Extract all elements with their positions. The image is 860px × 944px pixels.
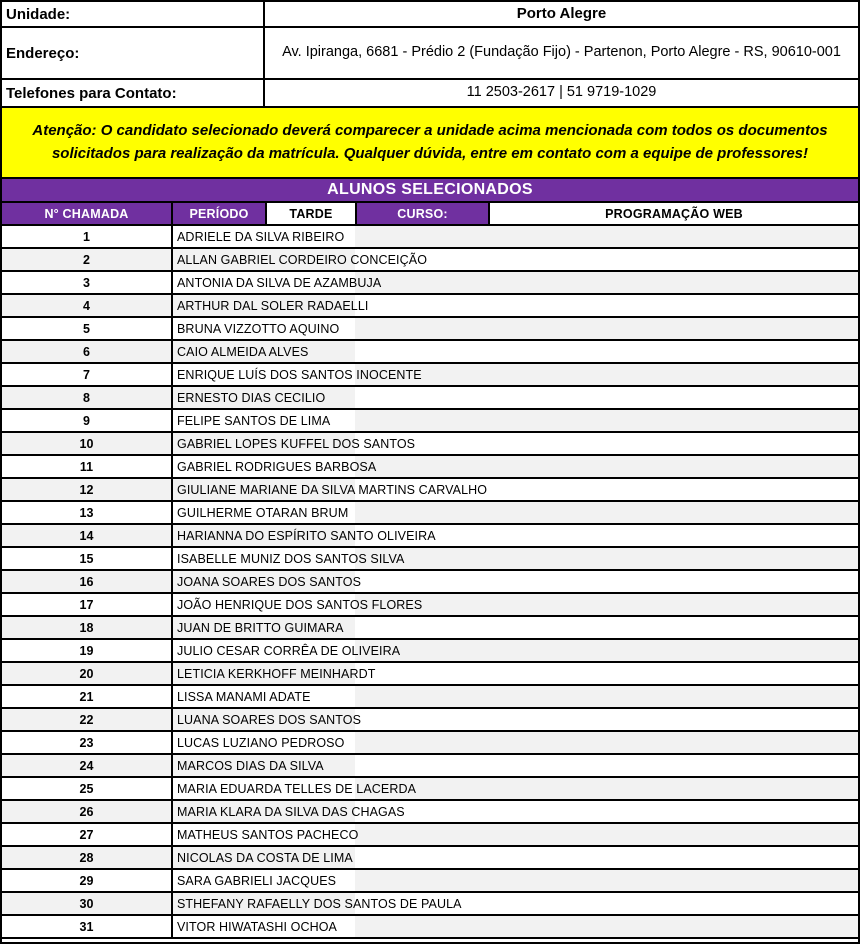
unidade-label: Unidade:: [2, 2, 265, 28]
student-row: [2, 272, 858, 295]
student-number: 8: [2, 387, 173, 408]
student-name: SARA GABRIELI JACQUES: [177, 873, 337, 888]
student-name: MARIA EDUARDA TELLES DE LACERDA: [177, 781, 417, 796]
student-row: [2, 755, 858, 778]
student-name: MATHEUS SANTOS PACHECO: [177, 827, 359, 842]
student-row: [2, 801, 858, 824]
student-number: 14: [2, 525, 173, 546]
table-title: ALUNOS SELECIONADOS: [2, 179, 858, 203]
student-name: VITOR HIWATASHI OCHOA: [177, 919, 337, 934]
student-number: 7: [2, 364, 173, 385]
student-number: 22: [2, 709, 173, 730]
student-row: [2, 916, 858, 939]
student-name: JOÃO HENRIQUE DOS SANTOS FLORES: [177, 597, 423, 612]
student-row: [2, 847, 858, 870]
student-name: LETICIA KERKHOFF MEINHARDT: [177, 666, 376, 681]
student-name: GABRIEL LOPES KUFFEL DOS SANTOS: [177, 436, 416, 451]
student-number: 19: [2, 640, 173, 661]
student-name: ADRIELE DA SILVA RIBEIRO: [177, 229, 345, 244]
column-header-row: [2, 203, 858, 226]
student-row: [2, 295, 858, 318]
student-name: MARIA KLARA DA SILVA DAS CHAGAS: [177, 804, 405, 819]
student-row: [2, 640, 858, 663]
student-row: [2, 456, 858, 479]
student-number: 3: [2, 272, 173, 293]
student-number: 10: [2, 433, 173, 454]
student-name: ERNESTO DIAS CECILIO: [177, 390, 326, 405]
periodo-column-header: PERÍODO: [173, 203, 267, 224]
student-number: 23: [2, 732, 173, 753]
student-row: [2, 387, 858, 410]
curso-value-cell: PROGRAMAÇÃO WEB: [490, 203, 858, 224]
student-name: JULIO CESAR CORRÊA DE OLIVEIRA: [177, 643, 401, 658]
student-number: 12: [2, 479, 173, 500]
student-row: [2, 364, 858, 387]
student-row: [2, 778, 858, 801]
student-number: 30: [2, 893, 173, 914]
student-number: 17: [2, 594, 173, 615]
student-name: BRUNA VIZZOTTO AQUINO: [177, 321, 340, 336]
student-number: 25: [2, 778, 173, 799]
endereco-label: Endereço:: [2, 28, 265, 80]
student-row: [2, 410, 858, 433]
student-name: NICOLAS DA COSTA DE LIMA: [177, 850, 353, 865]
student-row: [2, 571, 858, 594]
student-name: ARTHUR DAL SOLER RADAELLI: [177, 298, 369, 313]
student-number: 24: [2, 755, 173, 776]
student-number: 9: [2, 410, 173, 431]
student-row: [2, 870, 858, 893]
student-row: [2, 594, 858, 617]
chamada-column-header: N° CHAMADA: [2, 203, 173, 224]
student-number: 18: [2, 617, 173, 638]
telefones-label: Telefones para Contato:: [2, 80, 265, 108]
student-name: STHEFANY RAFAELLY DOS SANTOS DE PAULA: [177, 896, 462, 911]
student-row: [2, 479, 858, 502]
student-name: ALLAN GABRIEL CORDEIRO CONCEIÇÃO: [177, 252, 428, 267]
student-number: 26: [2, 801, 173, 822]
endereco-value: Av. Ipiranga, 6681 - Prédio 2 (Fundação Fijo) - Partenon, Porto Alegre - RS, 90610-001: [265, 28, 858, 80]
student-row: [2, 663, 858, 686]
student-number: 4: [2, 295, 173, 316]
attention-notice: Atenção: O candidato selecionado deverá comparecer a unidade acima mencionada com todos os documentos solicitados para realização da matrícula. Qualquer dúvida, entre em contato com a equipe de professores!: [2, 108, 858, 179]
student-row: [2, 893, 858, 916]
curso-column-header: CURSO:: [357, 203, 490, 224]
student-name: GIULIANE MARIANE DA SILVA MARTINS CARVALHO: [177, 482, 488, 497]
student-number: 16: [2, 571, 173, 592]
periodo-value-cell: TARDE: [267, 203, 357, 224]
student-number: 13: [2, 502, 173, 523]
student-number: 5: [2, 318, 173, 339]
student-name: LUCAS LUZIANO PEDROSO: [177, 735, 345, 750]
unidade-value: Porto Alegre: [265, 2, 858, 28]
student-row: [2, 525, 858, 548]
student-row: [2, 709, 858, 732]
student-number: 31: [2, 916, 173, 937]
student-row: [2, 617, 858, 640]
student-number: 2: [2, 249, 173, 270]
student-row: [2, 226, 858, 249]
student-name: ENRIQUE LUÍS DOS SANTOS INOCENTE: [177, 367, 422, 382]
student-row: [2, 318, 858, 341]
student-row: [2, 686, 858, 709]
info-table: [2, 2, 858, 108]
student-row: [2, 732, 858, 755]
student-row: [2, 548, 858, 571]
student-number: 6: [2, 341, 173, 362]
student-number: 29: [2, 870, 173, 891]
student-rows: [2, 226, 858, 939]
student-number: 11: [2, 456, 173, 477]
student-row: [2, 249, 858, 272]
student-name: ISABELLE MUNIZ DOS SANTOS SILVA: [177, 551, 405, 566]
student-number: 1: [2, 226, 173, 247]
student-number: 20: [2, 663, 173, 684]
student-name: ANTONIA DA SILVA DE AZAMBUJA: [177, 275, 382, 290]
student-number: 28: [2, 847, 173, 868]
student-name: MARCOS DIAS DA SILVA: [177, 758, 324, 773]
student-row: [2, 502, 858, 525]
student-row: [2, 341, 858, 364]
student-name: LISSA MANAMI ADATE: [177, 689, 311, 704]
telefones-value: 11 2503-2617 | 51 9719-1029: [265, 80, 858, 108]
student-name: CAIO ALMEIDA ALVES: [177, 344, 309, 359]
student-number: 15: [2, 548, 173, 569]
student-name: HARIANNA DO ESPÍRITO SANTO OLIVEIRA: [177, 528, 436, 543]
student-name: JUAN DE BRITTO GUIMARA: [177, 620, 344, 635]
student-name: GABRIEL RODRIGUES BARBOSA: [177, 459, 377, 474]
student-row: [2, 824, 858, 847]
student-name: JOANA SOARES DOS SANTOS: [177, 574, 362, 589]
student-number: 27: [2, 824, 173, 845]
student-name: GUILHERME OTARAN BRUM: [177, 505, 349, 520]
student-row: [2, 433, 858, 456]
student-name: LUANA SOARES DOS SANTOS: [177, 712, 362, 727]
student-name: FELIPE SANTOS DE LIMA: [177, 413, 331, 428]
student-number: 21: [2, 686, 173, 707]
